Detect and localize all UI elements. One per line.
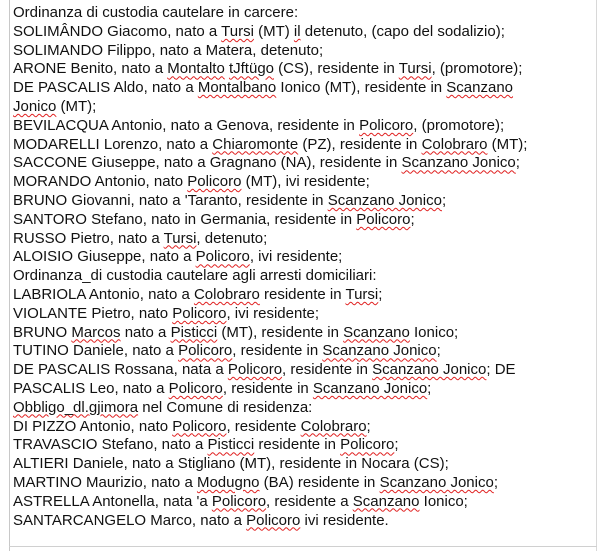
text-segment: (MT); bbox=[487, 135, 528, 153]
text-segment: (CS), residente in bbox=[274, 60, 399, 78]
document-line bbox=[13, 267, 595, 286]
text-segment: Ordinanza_di custodia cautelare agli arresti domiciliari: bbox=[13, 267, 377, 285]
text-segment: (MT), residente in bbox=[217, 323, 344, 341]
spellcheck-flagged-word: Colobraro bbox=[421, 135, 488, 153]
spellcheck-flagged-word: Policoro bbox=[168, 379, 223, 397]
spellcheck-flagged-word: Pisticci bbox=[170, 323, 218, 341]
spellcheck-flagged-word: Colobraro bbox=[300, 417, 367, 435]
text-segment: , residente in bbox=[222, 379, 313, 397]
spellcheck-flagged-word: Scanzano bbox=[352, 492, 420, 510]
document-line bbox=[13, 60, 595, 79]
text-segment: , residente in bbox=[232, 342, 323, 360]
spellcheck-flagged-word: Policoro bbox=[211, 492, 267, 510]
spellcheck-flagged-word: Montalto bbox=[167, 60, 225, 78]
document-line bbox=[13, 380, 595, 399]
document-text-body[interactable] bbox=[13, 4, 595, 530]
text-segment: Ionico; bbox=[409, 323, 459, 341]
spellcheck-flagged-word: Modugno bbox=[196, 473, 260, 491]
page-bottom-edge bbox=[9, 546, 597, 547]
text-segment: SACCONE Giuseppe, nato a Gragnano (NA), residente in bbox=[13, 154, 402, 172]
text-segment: MARTINO Maurizio, nato a bbox=[13, 473, 197, 491]
document-line bbox=[13, 324, 595, 343]
text-segment: , residente a bbox=[266, 492, 353, 510]
spellcheck-flagged-word: Tursi bbox=[345, 285, 379, 303]
text-segment: ALTIERI Daniele, nato a Stigliano (MT), residente in Nocara (CS); bbox=[13, 455, 449, 473]
document-line bbox=[13, 117, 595, 136]
text-segment: SANTORO Stefano, nato in Germania, residente in bbox=[13, 210, 357, 228]
page-left-edge bbox=[9, 0, 10, 551]
spellcheck-flagged-word: Marcos bbox=[71, 323, 121, 341]
document-line bbox=[13, 211, 595, 230]
document-line bbox=[13, 136, 595, 155]
document-line bbox=[13, 42, 595, 61]
spellcheck-flagged-word: Policoro bbox=[356, 210, 411, 228]
spellcheck-flagged-word: Scanzano bbox=[343, 323, 410, 341]
text-segment: , (promotore); bbox=[431, 60, 523, 78]
spellcheck-flagged-word: Scanzano Jonico bbox=[379, 473, 494, 491]
text-segment: ; bbox=[410, 210, 415, 228]
document-line bbox=[13, 436, 595, 455]
text-segment: DI PIZZO Antonio, nato bbox=[13, 417, 173, 435]
spellcheck-flagged-word: tJftügo bbox=[228, 60, 274, 78]
spellcheck-flagged-word: Policoro bbox=[227, 361, 283, 379]
spellcheck-flagged-word: Tursi bbox=[221, 22, 254, 40]
document-line bbox=[13, 399, 595, 418]
spellcheck-flagged-word: Policoro bbox=[340, 436, 395, 454]
spellcheck-flagged-word: Jonico bbox=[13, 97, 57, 115]
page-right-edge bbox=[596, 0, 597, 551]
document-line bbox=[13, 192, 595, 211]
spellcheck-flagged-word: Tursi bbox=[163, 229, 197, 247]
text-segment: DE PASCALIS Aldo, nato a bbox=[13, 79, 198, 97]
text-segment: (MT), ivi residente; bbox=[241, 173, 370, 191]
text-segment: ; bbox=[441, 191, 447, 209]
spellcheck-flagged-word: Policoro bbox=[246, 511, 301, 529]
text-segment: BRUNO Giovanni, nato a 'Taranto, residente in bbox=[13, 191, 328, 209]
document-line bbox=[13, 418, 595, 437]
document-line bbox=[13, 305, 595, 324]
spellcheck-flagged-word: Policoro bbox=[178, 342, 233, 360]
text-segment: , ivi residente; bbox=[226, 304, 319, 322]
text-segment: ivi residente. bbox=[300, 511, 389, 529]
document-line bbox=[13, 455, 595, 474]
text-segment: Ionico; bbox=[419, 492, 468, 510]
text-segment: residente in bbox=[254, 436, 341, 454]
text-segment: (MT) bbox=[253, 22, 294, 40]
text-segment: ASTRELLA Antonella, nata 'a bbox=[13, 492, 212, 510]
text-segment: ; bbox=[366, 417, 371, 435]
spellcheck-flagged-word: il bbox=[293, 22, 301, 40]
text-segment: ALOISIO Giuseppe, nato a bbox=[13, 248, 196, 266]
spellcheck-flagged-word: Scanzano bbox=[446, 79, 514, 97]
text-segment: Ordinanza di custodia cautelare in carcere: bbox=[13, 4, 299, 21]
text-segment: BEVILACQUA Antonio, nato a Genova, residente in bbox=[13, 116, 360, 134]
text-segment: nato a bbox=[120, 323, 171, 341]
spellcheck-flagged-word: Colobraro bbox=[193, 285, 260, 303]
text-segment: PASCALIS Leo, nato a bbox=[13, 379, 169, 397]
text-segment: TUTINO Daniele, nato a bbox=[13, 342, 179, 360]
document-line bbox=[13, 98, 595, 117]
spellcheck-flagged-word: Policoro bbox=[172, 304, 227, 322]
text-segment: SOLIMANDO Filippo, nato a Matera, detenuto; bbox=[13, 41, 324, 59]
text-segment: Ionico (MT), residente in bbox=[276, 79, 447, 97]
text-segment: ; bbox=[436, 342, 441, 360]
text-segment: SANTARCANGELO Marco, nato a bbox=[13, 511, 247, 529]
text-segment: ; bbox=[394, 436, 399, 454]
text-segment: ARONE Benito, nato a bbox=[13, 60, 168, 78]
text-segment: VIOLANTE Pietro, nato bbox=[13, 304, 173, 322]
spellcheck-flagged-word: Chiaromonte bbox=[212, 135, 299, 153]
spellcheck-flagged-word: Pisticci bbox=[207, 436, 255, 454]
spellcheck-flagged-word: Policoro bbox=[187, 173, 242, 191]
document-line bbox=[13, 248, 595, 267]
text-segment: (BA) residente in bbox=[259, 473, 380, 491]
document-line bbox=[13, 493, 595, 512]
text-segment: BRUNO bbox=[13, 323, 72, 341]
text-segment: residente in bbox=[259, 285, 346, 303]
text-segment: (PZ), residente in bbox=[298, 135, 422, 153]
text-segment: MORANDO Antonio, nato bbox=[13, 173, 188, 191]
document-line bbox=[13, 286, 595, 305]
text-segment: , ivi residente; bbox=[249, 248, 343, 266]
text-segment: RUSSO Pietro, nato a bbox=[13, 229, 164, 247]
text-segment: TRAVASCIO Stefano, nato a bbox=[13, 436, 208, 454]
spellcheck-flagged-word: Tursi bbox=[398, 60, 432, 78]
text-segment: , (promotore); bbox=[413, 116, 505, 134]
text-segment: ; bbox=[515, 154, 520, 172]
text-segment: ; bbox=[378, 285, 383, 303]
spellcheck-flagged-word: Scanzano Jonico bbox=[327, 191, 442, 209]
spellcheck-flagged-word: Scanzano Jonico bbox=[401, 154, 516, 172]
document-line bbox=[13, 23, 595, 42]
spellcheck-flagged-word: Scanzano Jonico bbox=[372, 361, 487, 379]
text-segment: DE PASCALIS Rossana, nata a bbox=[13, 361, 228, 379]
text-segment: SOLIMÂNDO Giacomo, nato a bbox=[13, 22, 222, 40]
spellcheck-flagged-word: Montalbano bbox=[197, 79, 277, 97]
spellcheck-flagged-word: Obbligo_dl.gjimora bbox=[13, 398, 139, 416]
text-segment: ; bbox=[493, 473, 498, 491]
text-segment: ; DE bbox=[486, 361, 516, 379]
spellcheck-flagged-word: Policoro bbox=[172, 417, 227, 435]
text-segment: detenuto, (capo del sodalizio); bbox=[300, 22, 505, 40]
document-line bbox=[13, 512, 595, 531]
document-line bbox=[13, 361, 595, 380]
document-line bbox=[13, 474, 595, 493]
document-line bbox=[13, 154, 595, 173]
spellcheck-flagged-word: Policoro bbox=[359, 116, 414, 134]
text-segment: LABRIOLA Antonio, nato a bbox=[13, 285, 194, 303]
spellcheck-flagged-word: Policoro bbox=[195, 248, 250, 266]
document-line bbox=[13, 230, 595, 249]
text-segment: (MT); bbox=[56, 97, 97, 115]
spellcheck-flagged-word: Scanzano Jonico bbox=[322, 342, 437, 360]
text-segment: ; bbox=[427, 379, 432, 397]
document-line bbox=[13, 342, 595, 361]
document-line bbox=[13, 4, 595, 23]
document-line bbox=[13, 173, 595, 192]
text-segment: nel Comune di residenza: bbox=[138, 398, 313, 416]
text-segment: , residente bbox=[226, 417, 301, 435]
document-line bbox=[13, 79, 595, 98]
text-segment: MODARELLI Lorenzo, nato a bbox=[13, 135, 213, 153]
text-segment: , detenuto; bbox=[196, 229, 268, 247]
spellcheck-flagged-word: Scanzano Jonico bbox=[312, 379, 428, 397]
text-segment: , residente in bbox=[282, 361, 373, 379]
